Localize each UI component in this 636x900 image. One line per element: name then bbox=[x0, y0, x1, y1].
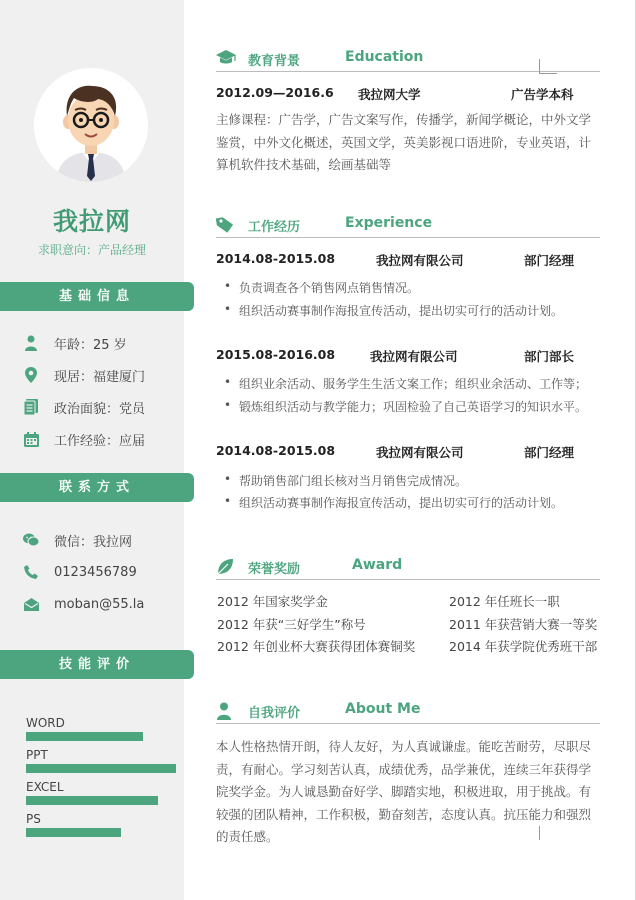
location-text: 现居：福建厦门 bbox=[54, 369, 146, 385]
document-icon bbox=[22, 398, 40, 416]
job-bullet bbox=[224, 375, 587, 392]
experience-heading bbox=[216, 214, 600, 238]
skill-bar bbox=[26, 828, 121, 837]
job-company: 我拉网有限公司 bbox=[376, 445, 464, 460]
skill-bar-track bbox=[26, 796, 176, 805]
education-title-cn: 教育背景 bbox=[248, 54, 301, 69]
experience-title-cn: 工作经历 bbox=[248, 220, 301, 235]
experience-years-row bbox=[22, 429, 145, 449]
political-row bbox=[22, 397, 145, 417]
sidebar bbox=[0, 0, 184, 900]
education-period: 2012.09—2016.6 bbox=[216, 85, 334, 100]
wechat-row bbox=[22, 530, 132, 550]
about-text: 本人性格热情开朗，待人友好，为人真诚谦虚。能吃苦耐劳，尽职尽责，有耐心。学习刻苦认真，成绩优秀，品学兼优，连续三年获得学院奖学金。为人诚恳勤奋好学、脚踏实地，积极进取，用于挑战。有较强的团队精神，工作积极，勤奋刻苦，态度认真。抗压能力和强烈的责任感。 bbox=[216, 739, 592, 844]
candidate-name: 我拉网 bbox=[52, 207, 131, 236]
wechat-icon bbox=[22, 531, 40, 549]
skill-ppt bbox=[26, 747, 176, 773]
education-courses: 主修课程：广告学，广告文案写作，传播学，新闻学概论，中外文学鉴赏，中外文化概述，英国文学，英美影视口语进阶，专业英语，计算机软件技术基础，绘画基础等 bbox=[216, 112, 592, 172]
corner-mark bbox=[539, 826, 540, 840]
job-bullet-text: 锻炼组织活动与教学能力；巩固检验了自己英语学习的知识水平。 bbox=[239, 400, 588, 414]
tag-icon bbox=[216, 216, 236, 234]
award-item: 2012 年获“三好学生”称号 bbox=[217, 617, 366, 632]
job-company: 我拉网有限公司 bbox=[376, 253, 464, 268]
skill-label: PPT bbox=[26, 748, 48, 762]
job-bullet-text: 组织活动赛事制作海报宣传活动，提出切实可行的活动计划。 bbox=[239, 304, 564, 318]
education-row bbox=[216, 85, 334, 100]
award-title-en: Award bbox=[352, 557, 403, 573]
experience-years-text: 工作经验：应届 bbox=[54, 433, 146, 449]
person-icon bbox=[22, 334, 40, 352]
wechat-text: 微信：我拉网 bbox=[54, 534, 133, 550]
avatar-illustration bbox=[34, 68, 148, 182]
email-text: moban@55.la bbox=[54, 596, 145, 612]
job-bullet bbox=[224, 279, 419, 296]
email-row bbox=[22, 594, 144, 614]
skills-heading: 技能评价 bbox=[0, 650, 194, 679]
award-item: 2012 年任班长一职 bbox=[449, 594, 560, 609]
phone-row bbox=[22, 562, 137, 582]
avatar bbox=[34, 68, 148, 182]
job-bullet bbox=[224, 472, 467, 489]
education-school: 我拉网大学 bbox=[358, 87, 421, 102]
skill-ps bbox=[26, 811, 176, 837]
skill-bar bbox=[26, 732, 143, 741]
job-bullet-text: 帮助销售部门组长核对当月销售完成情况。 bbox=[239, 474, 468, 488]
calendar-icon bbox=[22, 430, 40, 448]
leaf-icon bbox=[216, 558, 236, 576]
basic-info-heading: 基础信息 bbox=[0, 282, 194, 311]
education-degree: 广告学本科 bbox=[511, 87, 574, 102]
location-pin-icon bbox=[22, 366, 40, 384]
job-role: 部门部长 bbox=[524, 349, 575, 364]
mail-icon bbox=[22, 595, 40, 613]
education-heading bbox=[216, 48, 600, 72]
job-period: 2014.08-2015.08 bbox=[216, 251, 336, 266]
graduation-cap-icon bbox=[216, 50, 236, 68]
job-bullet-text: 组织业余活动、服务学生生活文案工作；组织业余活动、工作等； bbox=[239, 377, 588, 391]
job-bullet-text: 组织活动赛事制作海报宣传活动，提出切实可行的活动计划。 bbox=[239, 496, 564, 510]
about-title-en: About Me bbox=[345, 701, 421, 717]
job-intent: 求职意向：产品经理 bbox=[37, 243, 146, 257]
award-heading bbox=[216, 556, 600, 580]
contact-heading: 联系方式 bbox=[0, 473, 194, 502]
skill-bar-track bbox=[26, 828, 176, 837]
skill-label: PS bbox=[26, 812, 41, 826]
corner-mark bbox=[539, 73, 557, 74]
skill-bar-track bbox=[26, 732, 176, 741]
job-bullet bbox=[224, 302, 563, 319]
skill-bar-track bbox=[26, 764, 176, 773]
award-item: 2014 年获学院优秀班干部 bbox=[449, 639, 598, 654]
award-item: 2012 年创业杯大赛获得团体赛铜奖 bbox=[217, 639, 416, 654]
job-company: 我拉网有限公司 bbox=[370, 349, 458, 364]
job-period: 2015.08-2016.08 bbox=[216, 347, 336, 362]
about-heading bbox=[216, 700, 600, 724]
job-role: 部门经理 bbox=[524, 253, 575, 268]
phone-icon bbox=[22, 563, 40, 581]
job-bullet bbox=[224, 494, 563, 511]
skill-label: EXCEL bbox=[26, 780, 64, 794]
award-item: 2011 年获营销大赛一等奖 bbox=[449, 617, 598, 632]
award-title-cn: 荣誉奖励 bbox=[248, 562, 301, 577]
award-item: 2012 年国家奖学金 bbox=[217, 594, 328, 609]
age-row bbox=[22, 333, 127, 353]
job-bullet-text: 负责调查各个销售网点销售情况。 bbox=[239, 281, 420, 295]
skill-bar bbox=[26, 764, 176, 773]
phone-text: 0123456789 bbox=[54, 564, 137, 580]
skill-word bbox=[26, 715, 176, 741]
education-title-en: Education bbox=[345, 49, 424, 65]
job-period: 2014.08-2015.08 bbox=[216, 443, 336, 458]
political-text: 政治面貌：党员 bbox=[54, 401, 146, 417]
job-role: 部门经理 bbox=[524, 445, 575, 460]
age-text: 年龄：25 岁 bbox=[54, 337, 127, 353]
person-icon bbox=[216, 702, 236, 720]
location-row bbox=[22, 365, 145, 385]
about-title-cn: 自我评价 bbox=[248, 706, 301, 721]
job-bullet bbox=[224, 398, 587, 415]
skill-label: WORD bbox=[26, 716, 65, 730]
corner-mark bbox=[539, 59, 540, 73]
skill-bar bbox=[26, 796, 158, 805]
skill-excel bbox=[26, 779, 176, 805]
experience-title-en: Experience bbox=[345, 215, 433, 231]
